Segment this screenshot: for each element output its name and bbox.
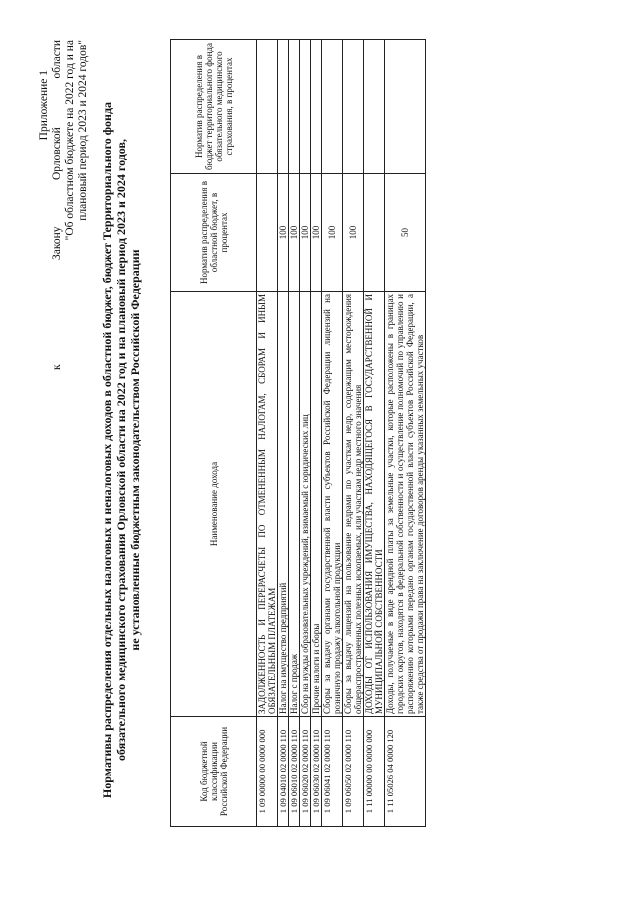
row-name: Сборы за выдачу органами государственной власти субъектов Российской Федерации лицензий на розничную продажу алкогольной продукции <box>322 292 343 717</box>
header-regional: Норматив распределения в областной бюджет, в процентах <box>171 174 257 292</box>
appendix-law-title-2: плановый период 2023 и 2024 годов" <box>77 40 89 221</box>
appendix-number: Приложение 1 <box>38 70 50 141</box>
row-tfoms-norm <box>364 40 385 174</box>
table-header-row <box>171 40 257 827</box>
appendix-law-title-1: "Об областном бюджете на 2022 год и на <box>64 40 76 241</box>
row-code: 1 09 06010 02 0000 110 <box>289 717 300 827</box>
title-line-1: Нормативы распределения отдельных налоговых и неналоговых доходов в областной бюджет, бюджет Территориального фонда <box>100 101 114 799</box>
row-tfoms-norm <box>278 40 289 174</box>
row-name: Налог на имущество предприятий <box>278 292 289 717</box>
header-name: Наименование дохода <box>171 292 257 717</box>
row-name: Прочие налоги и сборы <box>311 292 322 717</box>
row-regional-norm <box>364 174 385 292</box>
row-tfoms-norm <box>300 40 311 174</box>
appendix-region: Орловской <box>51 127 63 180</box>
row-tfoms-norm <box>289 40 300 174</box>
row-code: 1 09 04010 02 0000 110 <box>278 717 289 827</box>
row-regional-norm: 100 <box>343 174 364 292</box>
row-code: 1 11 00000 00 0000 000 <box>364 717 385 827</box>
row-regional-norm: 100 <box>322 174 343 292</box>
row-name: ДОХОДЫ ОТ ИСПОЛЬЗОВАНИЯ ИМУЩЕСТВА, НАХОДЯЩЕГОСЯ В ГОСУДАРСТВЕННОЙ И МУНИЦИПАЛЬНОЙ СОБСТВЕННОСТИ <box>364 292 385 717</box>
table-row <box>300 40 311 827</box>
document-title <box>100 95 142 805</box>
row-tfoms-norm <box>311 40 322 174</box>
table-row <box>311 40 322 827</box>
table-row <box>322 40 343 827</box>
appendix-oblast: области <box>51 40 63 79</box>
row-regional-norm <box>257 174 278 292</box>
row-regional-norm: 100 <box>300 174 311 292</box>
row-code: 1 09 00000 00 0000 000 <box>257 717 278 827</box>
table-row <box>385 40 426 827</box>
appendix-law: Закону <box>51 226 63 260</box>
row-regional-norm: 100 <box>278 174 289 292</box>
row-code: 1 09 06050 02 0000 110 <box>343 717 364 827</box>
table-body <box>257 40 426 827</box>
row-code: 1 11 05026 04 0000 120 <box>385 717 426 827</box>
row-name: Сбор на нужды образовательных учреждений, взимаемый с юридических лиц <box>300 292 311 717</box>
table-row <box>364 40 385 827</box>
row-tfoms-norm <box>257 40 278 174</box>
row-name: Доходы, получаемые в виде арендной платы за земельные участки, которые расположены в границах городских округов, находятся в федеральной собственности и осуществление полномочий по управлению и распоряжению которыми передано органам государственной власти субъектов Российской Федерации, а также средства от продажи права на заключение договоров аренды указанных земельных участков <box>385 292 426 717</box>
table-row <box>343 40 364 827</box>
row-regional-norm: 100 <box>311 174 322 292</box>
norms-table <box>170 39 426 827</box>
title-line-3: не установленные бюджетным законодательством Российской Федерации <box>128 249 142 651</box>
table-row <box>289 40 300 827</box>
row-name: Налог с продаж <box>289 292 300 717</box>
appendix-header <box>38 40 90 905</box>
row-regional-norm: 100 <box>289 174 300 292</box>
appendix-law-line <box>51 40 64 905</box>
row-regional-norm: 50 <box>385 174 426 292</box>
table-row <box>257 40 278 827</box>
row-tfoms-norm <box>322 40 343 174</box>
row-tfoms-norm <box>343 40 364 174</box>
appendix-k: к <box>51 364 63 370</box>
header-tfoms: Норматив распределения в бюджет территориального фонда обязательного медицинского страхования, в процентах <box>171 40 257 174</box>
title-line-2: обязательного медицинского страхования Орловской области на 2022 год и на плановый период 2023 и 2024 годов, <box>114 139 128 761</box>
row-code: 1 09 06030 02 0000 110 <box>311 717 322 827</box>
row-code: 1 09 06020 02 0000 110 <box>300 717 311 827</box>
header-code: Код бюджетной классификации Российской Федерации <box>171 717 257 827</box>
row-name: Сборы за выдачу лицензий на пользование недрами по участкам недр, содержащим месторождения общераспространенных полезных ископаемых, или участкам недр местного значения <box>343 292 364 717</box>
table-row <box>278 40 289 827</box>
row-code: 1 09 06041 02 0000 110 <box>322 717 343 827</box>
row-tfoms-norm <box>385 40 426 174</box>
row-name: ЗАДОЛЖЕННОСТЬ И ПЕРЕРАСЧЕТЫ ПО ОТМЕНЕННЫМ НАЛОГАМ, СБОРАМ И ИНЫМ ОБЯЗАТЕЛЬНЫМ ПЛАТЕЖАМ <box>257 292 278 717</box>
